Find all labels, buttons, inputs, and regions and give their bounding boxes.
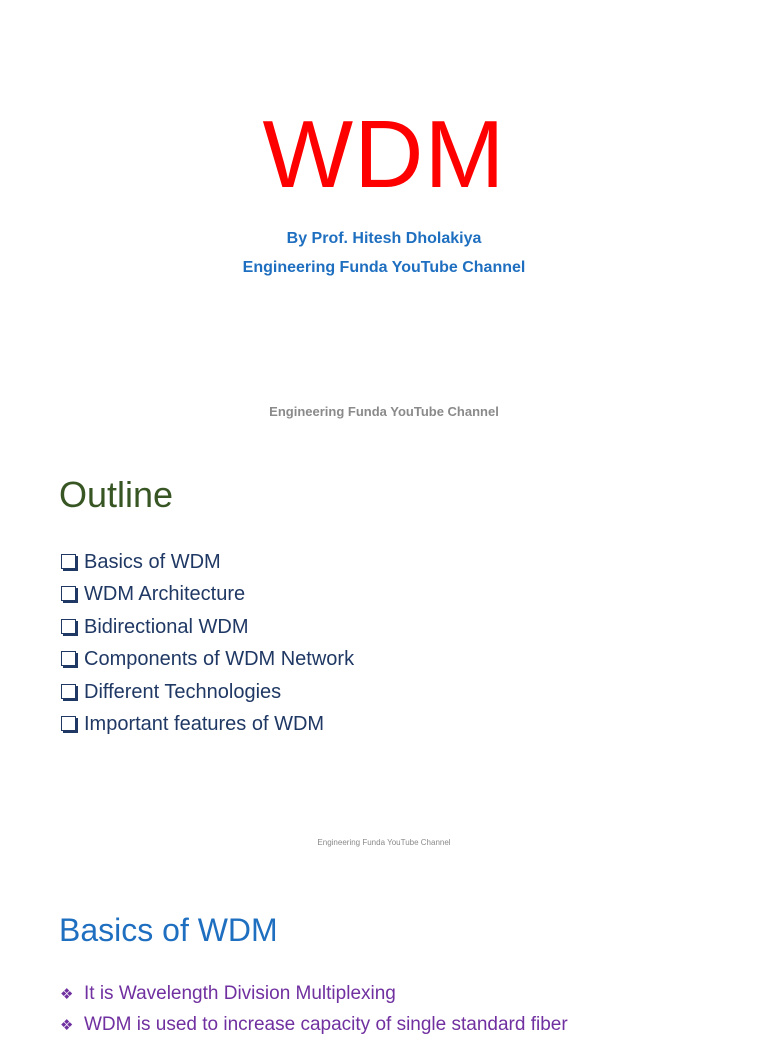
- checkbox-icon: [61, 586, 76, 601]
- list-item: [60, 678, 354, 710]
- title-slide: [0, 0, 768, 432]
- list-item-label: Bidirectional WDM: [84, 615, 249, 638]
- outline-list: [60, 548, 354, 742]
- author-byline: By Prof. Hitesh Dholakiya: [286, 230, 482, 247]
- checkbox-icon: [61, 554, 76, 569]
- basics-list: [60, 979, 568, 1041]
- list-item: [60, 645, 354, 677]
- list-item-label: Components of WDM Network: [84, 648, 355, 671]
- four-diamond-icon: ❖: [60, 1017, 74, 1034]
- outline-title: Outline: [59, 474, 174, 515]
- list-item-label: WDM is used to increase capacity of single standard fiber: [84, 1014, 568, 1035]
- list-item-label: Different Technologies: [84, 680, 282, 703]
- slide-footer: Engineering Funda YouTube Channel: [317, 838, 451, 847]
- slide-title: WDM: [262, 101, 506, 208]
- list-item: [60, 548, 354, 580]
- list-item: [60, 979, 568, 1010]
- list-item: [60, 710, 354, 742]
- checkbox-icon: [61, 684, 76, 699]
- list-item-label: WDM Architecture: [84, 583, 246, 606]
- list-item: [60, 580, 354, 612]
- channel-name: Engineering Funda YouTube Channel: [242, 259, 526, 276]
- list-item: [60, 613, 354, 645]
- checkbox-icon: [61, 716, 76, 731]
- basics-slide: [0, 864, 768, 1035]
- list-item-label: Basics of WDM: [84, 551, 221, 573]
- checkbox-icon: [61, 651, 76, 666]
- outline-slide: [0, 432, 768, 864]
- basics-title: Basics of WDM: [59, 912, 278, 948]
- checkbox-icon: [61, 619, 76, 634]
- list-item-label: Important features of WDM: [84, 712, 325, 735]
- list-item-label: It is Wavelength Division Multiplexing: [84, 983, 396, 1004]
- four-diamond-icon: ❖: [60, 986, 74, 1003]
- list-item: [60, 1010, 568, 1041]
- slide-footer: Engineering Funda YouTube Channel: [269, 404, 499, 419]
